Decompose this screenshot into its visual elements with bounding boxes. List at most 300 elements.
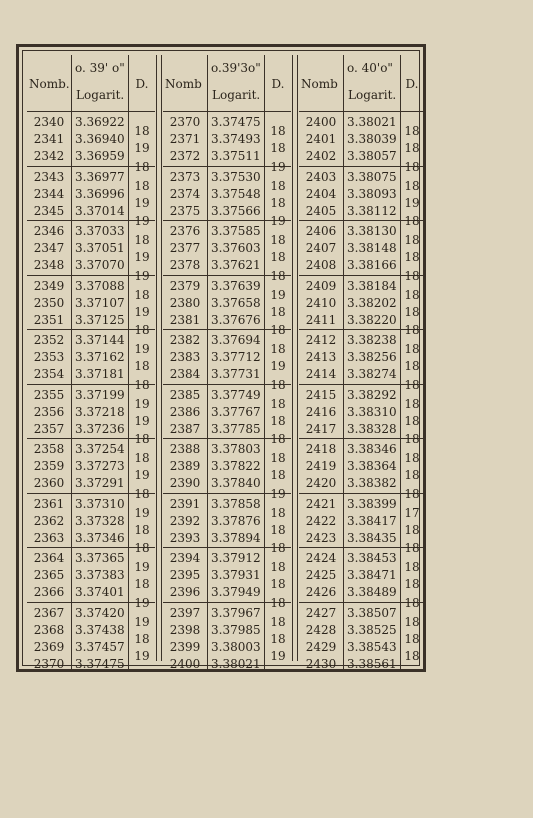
number-cell: 2371 — [169, 132, 201, 146]
number-cell: 2396 — [169, 585, 201, 599]
difference-cell: 18 — [270, 614, 286, 629]
row-group — [129, 330, 155, 385]
row-group — [72, 330, 128, 385]
number-cell: 2342 — [33, 149, 65, 163]
number-cell: 2393 — [169, 530, 201, 545]
row-group — [401, 330, 423, 385]
diff-header-label: D. — [405, 77, 419, 91]
difference-cell: 18 — [404, 541, 420, 556]
number-cell: 2412 — [305, 333, 337, 347]
difference-cell: 19 — [270, 287, 286, 302]
logarithm-cell: 3.37420 — [75, 605, 125, 620]
logarithm-cell: 3.38364 — [347, 459, 397, 473]
logarithm-cell: 3.38399 — [347, 496, 397, 511]
logarithm-column — [72, 55, 129, 671]
arc-header-label: o. 39' o" — [75, 61, 125, 75]
logarithm-cell: 3.37236 — [75, 421, 125, 436]
difference-cell: 19 — [134, 468, 150, 482]
row-group — [265, 221, 291, 276]
logarithm-cell: 3.38039 — [347, 132, 397, 146]
logarithm-cell: 3.37876 — [211, 513, 261, 528]
number-cell: 2355 — [33, 387, 65, 402]
number-cell: 2389 — [169, 459, 201, 473]
logarit-header-label: Logarit. — [76, 88, 125, 102]
number-cell: 2380 — [169, 295, 201, 310]
number-cell: 2344 — [33, 186, 65, 201]
row-group — [163, 548, 207, 603]
row-group — [27, 276, 71, 331]
logarit-header-label: Logarit. — [348, 88, 397, 102]
number-cell: 2361 — [33, 496, 65, 511]
difference-cell: 18 — [134, 377, 150, 392]
difference-cell: 18 — [404, 522, 420, 537]
number-cell: 2394 — [169, 551, 201, 565]
logarithm-cell: 3.38166 — [347, 258, 397, 272]
logarithm-cell: 3.37475 — [75, 656, 125, 671]
difference-cell: 18 — [270, 323, 286, 338]
number-cell: 2404 — [305, 186, 337, 201]
row-group — [299, 167, 343, 222]
row-group — [299, 548, 343, 603]
row-group — [299, 385, 343, 440]
number-cell: 2424 — [305, 551, 337, 565]
block-separator — [156, 55, 162, 661]
logarithm-cell: 3.37712 — [211, 350, 261, 364]
row-group — [72, 494, 128, 549]
difference-cell: 19 — [270, 359, 286, 373]
difference-cell: 18 — [404, 377, 420, 392]
logarithm-cell: 3.37033 — [75, 224, 125, 238]
logarithm-cell: 3.38021 — [211, 656, 261, 671]
difference-cell: 19 — [134, 268, 150, 283]
number-cell: 2392 — [169, 513, 201, 528]
number-cell: 2363 — [33, 530, 65, 545]
logarithm-cell: 3.37070 — [75, 258, 125, 272]
difference-cell: 18 — [134, 522, 150, 537]
row-group — [265, 112, 291, 167]
number-cell: 2428 — [305, 622, 337, 637]
logarithm-cell: 3.37530 — [211, 169, 261, 184]
number-cell: 2387 — [169, 421, 201, 436]
number-column — [27, 55, 72, 671]
difference-cell: 19 — [134, 505, 150, 520]
difference-column — [129, 55, 155, 671]
row-group — [344, 439, 400, 494]
number-cell: 2349 — [33, 278, 65, 293]
logarithm-cell: 3.36977 — [75, 169, 125, 184]
difference-cell: 18 — [270, 178, 286, 193]
number-cell: 2350 — [33, 295, 65, 310]
difference-cell: 18 — [134, 359, 150, 373]
logarithm-cell: 3.38310 — [347, 404, 397, 419]
difference-cell: 18 — [270, 268, 286, 283]
difference-cell: 18 — [404, 631, 420, 646]
logarithm-cell: 3.38021 — [347, 115, 397, 129]
difference-cell: 18 — [134, 486, 150, 501]
row-group — [72, 603, 128, 671]
logarithm-cell: 3.37475 — [211, 115, 261, 129]
number-cell: 2402 — [305, 149, 337, 163]
logarithm-cell: 3.38471 — [347, 568, 397, 582]
number-cell: 2425 — [305, 568, 337, 582]
logarithm-cell: 3.38525 — [347, 622, 397, 637]
difference-cell: 18 — [404, 342, 420, 356]
row-group — [27, 494, 71, 549]
difference-cell: 19 — [404, 195, 420, 210]
logarithm-cell: 3.36922 — [75, 115, 125, 129]
row-group — [129, 548, 155, 603]
logarithm-cell: 3.37383 — [75, 568, 125, 582]
difference-cell: 18 — [404, 648, 420, 663]
row-group — [401, 112, 423, 167]
number-cell: 2379 — [169, 278, 201, 293]
row-group — [299, 439, 343, 494]
logarithm-cell: 3.38238 — [347, 333, 397, 347]
logarithm-cell: 3.37912 — [211, 551, 261, 565]
logarithm-cell: 3.37181 — [75, 367, 125, 381]
arc-header-label: o. 40'o" — [347, 61, 393, 75]
difference-cell: 18 — [270, 577, 286, 591]
difference-cell: 18 — [134, 233, 150, 247]
logarithm-cell: 3.37639 — [211, 278, 261, 293]
row-group — [129, 439, 155, 494]
row-group — [27, 603, 71, 671]
logarithm-cell: 3.37694 — [211, 333, 261, 347]
row-group — [208, 112, 264, 167]
difference-cell: 18 — [404, 468, 420, 482]
number-cell: 2364 — [33, 551, 65, 565]
row-group — [208, 439, 264, 494]
difference-cell: 18 — [270, 560, 286, 574]
difference-cell: 18 — [270, 432, 286, 447]
number-cell: 2422 — [305, 513, 337, 528]
difference-cell: 18 — [404, 159, 420, 174]
number-cell: 2385 — [169, 387, 201, 402]
difference-cell: 18 — [270, 541, 286, 556]
number-cell: 2375 — [169, 203, 201, 218]
table-inner-border — [22, 50, 420, 671]
number-cell: 2353 — [33, 350, 65, 364]
row-group — [344, 221, 400, 276]
difference-cell: 19 — [134, 560, 150, 574]
number-cell: 2366 — [33, 585, 65, 599]
number-cell: 2354 — [33, 367, 65, 381]
row-group — [265, 167, 291, 222]
difference-cell: 19 — [134, 614, 150, 629]
number-cell: 2421 — [305, 496, 337, 511]
difference-cell: 18 — [270, 451, 286, 465]
number-cell: 2403 — [305, 169, 337, 184]
difference-cell: 18 — [404, 141, 420, 155]
row-group — [27, 167, 71, 222]
difference-cell: 18 — [404, 250, 420, 264]
difference-cell: 18 — [404, 178, 420, 193]
row-group — [163, 112, 207, 167]
logarithm-cell: 3.37731 — [211, 367, 261, 381]
number-cell: 2398 — [169, 622, 201, 637]
logarithm-cell: 3.38130 — [347, 224, 397, 238]
difference-cell: 18 — [404, 304, 420, 319]
logarithm-cell: 3.38202 — [347, 295, 397, 310]
row-group — [129, 276, 155, 331]
number-cell: 2400 — [305, 115, 337, 129]
number-cell: 2390 — [169, 476, 201, 490]
difference-cell: 18 — [270, 377, 286, 392]
difference-cell: 19 — [270, 159, 286, 174]
row-group — [265, 494, 291, 549]
logarithm-cell: 3.37858 — [211, 496, 261, 511]
row-group — [163, 167, 207, 222]
number-cell: 2348 — [33, 258, 65, 272]
row-group — [265, 330, 291, 385]
difference-cell: 18 — [134, 541, 150, 556]
number-cell: 2430 — [305, 656, 337, 671]
logarit-header-label: Logarit. — [212, 88, 261, 102]
row-group — [163, 439, 207, 494]
logarithm-cell: 3.37493 — [211, 132, 261, 146]
number-cell: 2343 — [33, 169, 65, 184]
logarithm-cell: 3.37767 — [211, 404, 261, 419]
number-column — [299, 55, 344, 671]
table-block — [299, 55, 423, 671]
number-cell: 2365 — [33, 568, 65, 582]
logarithm-cell: 3.38220 — [347, 312, 397, 327]
logarithm-cell: 3.37088 — [75, 278, 125, 293]
logarithm-cell: 3.37566 — [211, 203, 261, 218]
logarithm-cell: 3.38274 — [347, 367, 397, 381]
logarithm-cell: 3.38292 — [347, 387, 397, 402]
number-cell: 2383 — [169, 350, 201, 364]
difference-cell: 18 — [404, 323, 420, 338]
block-separator — [292, 55, 298, 661]
number-cell: 2372 — [169, 149, 201, 163]
number-cell: 2418 — [305, 442, 337, 456]
number-cell: 2413 — [305, 350, 337, 364]
nomb-header-label: Nomb — [165, 77, 202, 91]
diff-header-label: D. — [271, 77, 285, 91]
row-group — [163, 385, 207, 440]
number-cell: 2397 — [169, 605, 201, 620]
number-cell: 2406 — [305, 224, 337, 238]
difference-cell: 18 — [134, 323, 150, 338]
difference-cell: 19 — [270, 486, 286, 501]
difference-cell: 18 — [270, 342, 286, 356]
number-cell: 2360 — [33, 476, 65, 490]
difference-cell: 18 — [404, 413, 420, 428]
row-group — [265, 548, 291, 603]
difference-cell: 18 — [404, 432, 420, 447]
row-group — [344, 276, 400, 331]
logarithm-cell: 3.38417 — [347, 513, 397, 528]
difference-cell: 18 — [270, 413, 286, 428]
difference-cell: 19 — [270, 648, 286, 663]
difference-cell: 18 — [134, 178, 150, 193]
number-cell: 2370 — [169, 115, 201, 129]
difference-cell: 18 — [404, 287, 420, 302]
logarithm-cell: 3.37548 — [211, 186, 261, 201]
row-group — [344, 385, 400, 440]
row-group — [299, 276, 343, 331]
difference-cell: 18 — [270, 124, 286, 138]
number-cell: 2415 — [305, 387, 337, 402]
number-cell: 2358 — [33, 442, 65, 456]
nomb-header-label: Nomb. — [29, 77, 70, 91]
difference-column — [265, 55, 291, 671]
number-cell: 2419 — [305, 459, 337, 473]
row-group — [401, 385, 423, 440]
difference-cell: 18 — [404, 560, 420, 574]
difference-cell: 18 — [134, 631, 150, 646]
difference-cell: 18 — [134, 124, 150, 138]
row-group — [299, 330, 343, 385]
difference-cell: 19 — [270, 214, 286, 229]
difference-cell: 18 — [404, 124, 420, 138]
number-cell: 2378 — [169, 258, 201, 272]
difference-cell: 18 — [404, 268, 420, 283]
number-cell: 2400 — [169, 656, 201, 671]
logarithm-cell: 3.37310 — [75, 496, 125, 511]
logarithm-cell: 3.38057 — [347, 149, 397, 163]
logarithm-cell: 3.37803 — [211, 442, 261, 456]
row-group — [163, 494, 207, 549]
number-cell: 2352 — [33, 333, 65, 347]
column-header — [27, 55, 71, 112]
number-cell: 2414 — [305, 367, 337, 381]
number-cell: 2405 — [305, 203, 337, 218]
difference-cell: 19 — [134, 342, 150, 356]
row-group — [72, 112, 128, 167]
row-group — [129, 385, 155, 440]
logarithm-cell: 3.37291 — [75, 476, 125, 490]
row-group — [208, 330, 264, 385]
number-cell: 2370 — [33, 656, 65, 671]
row-group — [344, 494, 400, 549]
number-cell: 2376 — [169, 224, 201, 238]
logarithm-cell: 3.36959 — [75, 149, 125, 163]
difference-cell: 18 — [404, 396, 420, 411]
row-group — [299, 494, 343, 549]
row-group — [401, 439, 423, 494]
logarithm-cell: 3.37621 — [211, 258, 261, 272]
row-group — [72, 221, 128, 276]
row-group — [265, 385, 291, 440]
difference-cell: 18 — [404, 595, 420, 610]
difference-cell: 17 — [404, 505, 420, 520]
logarithm-cell: 3.37822 — [211, 459, 261, 473]
logarithm-cell: 3.38435 — [347, 530, 397, 545]
row-group — [208, 167, 264, 222]
logarithm-cell: 3.38382 — [347, 476, 397, 490]
number-cell: 2369 — [33, 639, 65, 654]
logarithm-cell: 3.38256 — [347, 350, 397, 364]
difference-cell: 18 — [270, 522, 286, 537]
row-group — [344, 167, 400, 222]
number-cell: 2384 — [169, 367, 201, 381]
row-group — [208, 603, 264, 671]
logarithm-cell: 3.37676 — [211, 312, 261, 327]
number-cell: 2377 — [169, 241, 201, 255]
difference-column — [401, 55, 423, 671]
number-column — [163, 55, 208, 671]
number-cell: 2362 — [33, 513, 65, 528]
difference-cell: 18 — [134, 577, 150, 591]
number-cell: 2399 — [169, 639, 201, 654]
row-group — [299, 112, 343, 167]
row-group — [27, 330, 71, 385]
number-cell: 2345 — [33, 203, 65, 218]
difference-cell: 18 — [270, 631, 286, 646]
logarithm-cell: 3.38112 — [347, 203, 397, 218]
column-header — [344, 55, 400, 112]
logarithm-cell: 3.38507 — [347, 605, 397, 620]
number-cell: 2409 — [305, 278, 337, 293]
logarithm-cell: 3.37658 — [211, 295, 261, 310]
difference-cell: 18 — [404, 486, 420, 501]
logarithm-cell: 3.37457 — [75, 639, 125, 654]
number-cell: 2356 — [33, 404, 65, 419]
column-header — [129, 55, 155, 112]
logarithm-cell: 3.37949 — [211, 585, 261, 599]
logarithm-cell: 3.36996 — [75, 186, 125, 201]
number-cell: 2420 — [305, 476, 337, 490]
difference-cell: 18 — [404, 233, 420, 247]
number-cell: 2416 — [305, 404, 337, 419]
table-block — [27, 55, 155, 671]
row-group — [72, 548, 128, 603]
logarithm-cell: 3.37346 — [75, 530, 125, 545]
row-group — [401, 548, 423, 603]
logarithm-cell: 3.38328 — [347, 421, 397, 436]
column-header — [163, 55, 207, 112]
logarithm-cell: 3.37273 — [75, 459, 125, 473]
difference-cell: 18 — [270, 468, 286, 482]
number-cell: 2410 — [305, 295, 337, 310]
logarithm-cell: 3.37051 — [75, 241, 125, 255]
number-cell: 2357 — [33, 421, 65, 436]
number-cell: 2417 — [305, 421, 337, 436]
nomb-header-label: Nomb — [301, 77, 338, 91]
row-group — [27, 221, 71, 276]
logarithm-cell: 3.38093 — [347, 186, 397, 201]
row-group — [401, 276, 423, 331]
difference-cell: 18 — [404, 359, 420, 373]
row-group — [129, 221, 155, 276]
logarithm-cell: 3.37328 — [75, 513, 125, 528]
difference-cell: 18 — [134, 159, 150, 174]
logarithm-cell: 3.37254 — [75, 442, 125, 456]
difference-cell: 19 — [134, 195, 150, 210]
logarithm-cell: 3.37199 — [75, 387, 125, 402]
logarithm-cell: 3.36940 — [75, 132, 125, 146]
row-group — [163, 603, 207, 671]
number-cell: 2411 — [305, 312, 337, 327]
row-group — [129, 167, 155, 222]
row-group — [163, 330, 207, 385]
number-cell: 2381 — [169, 312, 201, 327]
row-group — [129, 494, 155, 549]
difference-cell: 19 — [134, 396, 150, 411]
difference-cell: 19 — [134, 648, 150, 663]
column-header — [265, 55, 291, 112]
logarithm-cell: 3.37931 — [211, 568, 261, 582]
difference-cell: 18 — [134, 432, 150, 447]
row-group — [72, 439, 128, 494]
logarithm-cell: 3.38075 — [347, 169, 397, 184]
logarithm-cell: 3.38003 — [211, 639, 261, 654]
difference-cell: 18 — [270, 141, 286, 155]
difference-cell: 18 — [270, 595, 286, 610]
column-header — [208, 55, 264, 112]
